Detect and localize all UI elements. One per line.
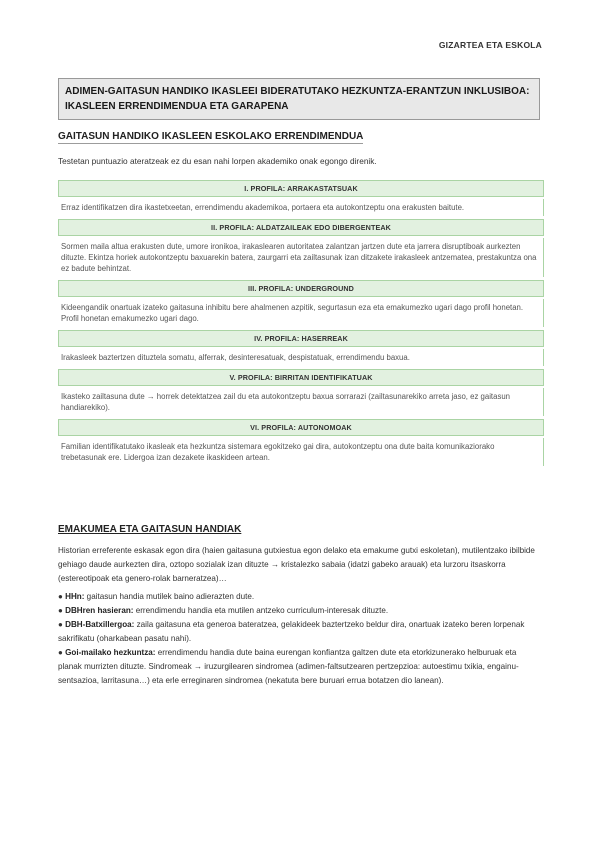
profile-description: Ikasteko zailtasuna dute → horrek detektatzea zail du eta autokontzeptu baxua sorrarazi (zailtasunarekiko arreta jaso, ez gaitasun handiarekiko).	[58, 388, 544, 416]
bullet-text: errendimendu handia dute baina eurengan konfiantza galtzen dute eta etorkizunerako helburuak eta planak murrizten dituzte. Sindromeak → iruzurgilearen sindromea (adimen-faltsutzearen pertzepzioa: autoestimu txikia, engainu-sentsazioa, larritasuna…) eta erle erreginaren sindromea (nekatuta bere buruari errua botatzen dio lanean).	[58, 648, 519, 685]
profile-header: IV. PROFILA: HASERREAK	[58, 330, 544, 347]
women-paragraph: Historian erreferente eskasak egon dira (haien gaitasuna gutxiestua egon delako eta emakume gutxi eskoletan), mutilentzako ibilbide gehiago daude aurkezten dira, oztopo sozialak izan dituzte → kristalezko sabaia (idatzi gabeko arauak) eta lurzoru itsaskorra (estereotipoak eta genero-rolak barneratzea)…	[58, 546, 535, 583]
bullet-key: Goi-mailako hezkuntza:	[65, 648, 156, 657]
profile-header: VI. PROFILA: AUTONOMOAK	[58, 419, 544, 436]
bullet-icon: ●	[58, 606, 63, 615]
list-item	[58, 618, 542, 646]
profile-header: III. PROFILA: UNDERGROUND	[58, 280, 544, 297]
women-section-body	[58, 544, 542, 688]
section-heading-women	[58, 524, 241, 535]
bullet-text: gaitasun handia mutilek baino adierazten dute.	[84, 592, 255, 601]
profiles-list	[58, 180, 544, 469]
profile-1	[58, 180, 544, 216]
profile-header: I. PROFILA: ARRAKASTATSUAK	[58, 180, 544, 197]
profile-description: Irakasleek baztertzen dituztela somatu, alferrak, desinteresatuak, despistatuak, errendimendu baxua.	[58, 349, 544, 366]
section-heading-women-text: EMAKUMEA ETA GAITASUN HANDIAK	[58, 524, 242, 535]
bullet-text: zaila gaitasuna eta generoa bateratzea, gelakideek baztertzeko beldur dira, onartuak izateko beren lorpenak sakrifikatu (oharkabean pasatu nahi).	[58, 620, 525, 643]
profile-header: V. PROFILA: BIRRITAN IDENTIFIKATUAK	[58, 369, 544, 386]
profile-description: Kideengandik onartuak izateko gaitasuna inhibitu bere ahalmenen azpitik, segurtasun eza eta emakumezko ugari dago profil honetan. Profil honetan emakumezko ugari dago.	[58, 299, 544, 327]
profile-header: II. PROFILA: ALDATZAILEAK EDO DIBERGENTEAK	[58, 219, 544, 236]
profile-3	[58, 280, 544, 327]
profile-4	[58, 330, 544, 366]
bullet-key: DBH-Batxillergoa:	[65, 620, 135, 629]
bullet-icon: ●	[58, 592, 63, 601]
profile-description: Sormen maila altua erakusten dute, umore ironikoa, irakaslearen autoritatea zalantzan jartzen dute eta jarrera disruptiboak aurkezten dituzte. Ekintza horiek autokontzeptu baxuarekin batera, zaurgarri eta zailtasunak izan ditzakete irakasleek antzematea, prestakuntza ona ez badute behintzat.	[58, 238, 544, 277]
list-item	[58, 604, 542, 618]
document-title: ADIMEN-GAITASUN HANDIKO IKASLEEI BIDERATUTAKO HEZKUNTZA-ERANTZUN INKLUSIBOA: IKASLEEN ERRENDIMENDUA ETA GARAPENA	[58, 78, 540, 120]
bullet-key: HHn:	[65, 592, 85, 601]
profile-6	[58, 419, 544, 466]
list-item	[58, 646, 542, 688]
profile-5	[58, 369, 544, 416]
bullet-text: errendimendu handia eta mutilen antzeko curriculum-interesak dituzte.	[133, 606, 389, 615]
list-item	[58, 590, 542, 604]
bullet-key: DBHren hasieran:	[65, 606, 134, 615]
intro-text: Testetan puntuazio ateratzeak ez du esan nahi lorpen akademiko onak egongo direnik.	[58, 156, 377, 166]
bullet-icon: ●	[58, 620, 63, 629]
profile-description: Erraz identifikatzen dira ikastetxeetan, errendimendu akademikoa, portaera eta autokontzeptu ona erakusten baitute.	[58, 199, 544, 216]
profile-description: Familian identifikatutako ikasleak eta hezkuntza sistemara egokitzeko gai dira, autokontzeptu ona dute baita komunikaziorako trebetasunak ere. Lidergoa izan dezakete ikaskideen artean.	[58, 438, 544, 466]
section-heading-performance	[58, 131, 363, 142]
page-header: GIZARTEA ETA ESKOLA	[438, 40, 542, 50]
women-bullet-list	[58, 590, 542, 688]
profile-2	[58, 219, 544, 277]
section-heading-performance-text: GAITASUN HANDIKO IKASLEEN ESKOLAKO ERRENDIMENDUA	[58, 131, 364, 142]
bullet-icon: ●	[58, 648, 63, 657]
